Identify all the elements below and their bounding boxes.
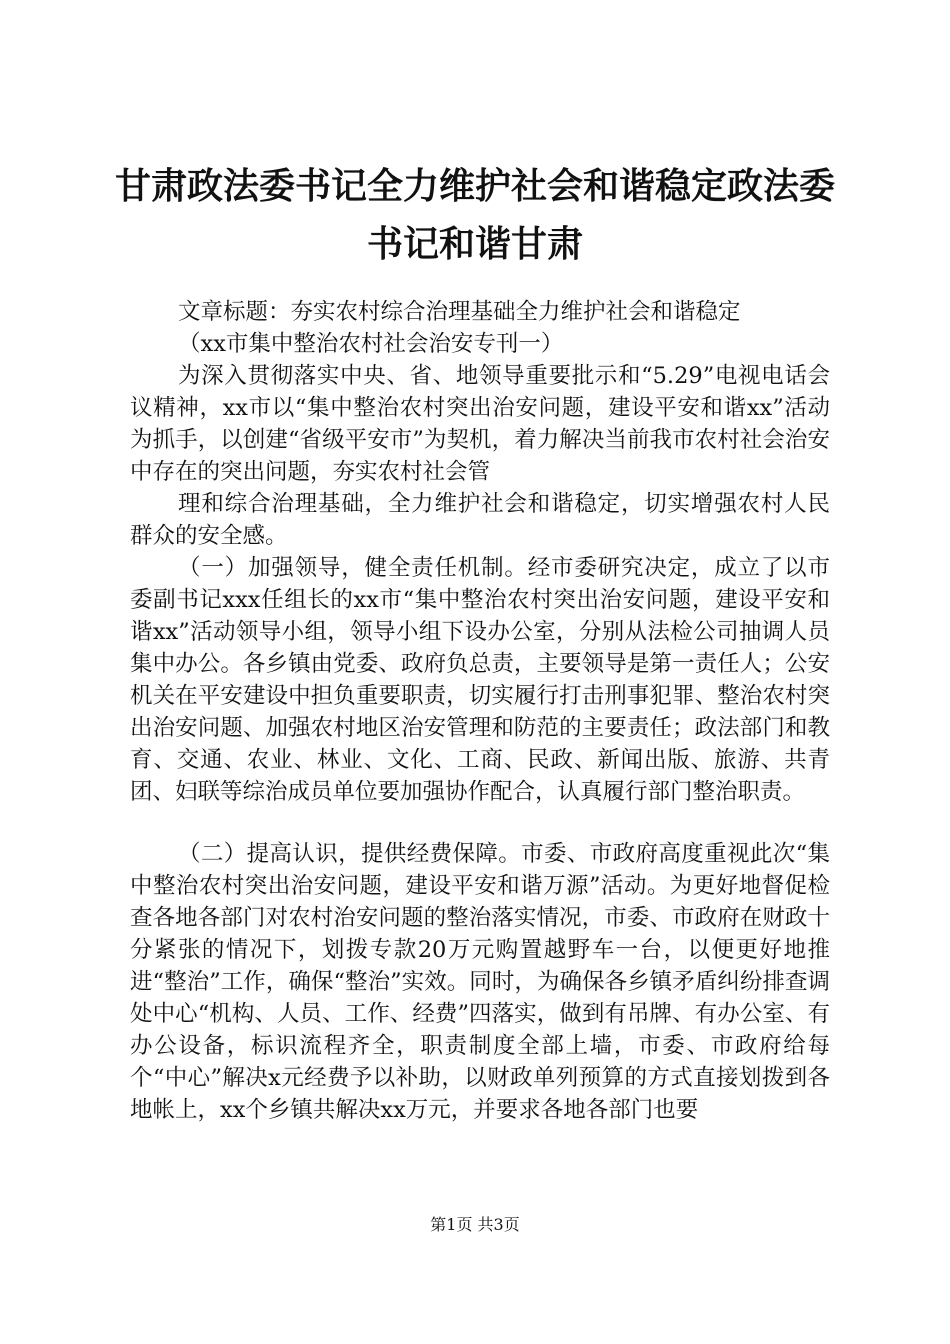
- page-number-footer: 第1页 共3页: [430, 1215, 520, 1234]
- document-body: [130, 296, 830, 1126]
- body-paragraph-section-2: （二）提高认识，提供经费保障。市委、市政府高度重视此次“集中整治农村突出治安问题，建设平安和谐万源”活动。为更好地督促检查各地各部门对农村治安问题的整治落实情况，市委、市政府在财政十分紧张的情况下，划拨专款20万元购置越野车一台，以便更好地推进“整治”工作，确保“整治”实效。同时，为确保各乡镇矛盾纠纷排查调处中心“机构、人员、工作、经费”四落实，做到有吊牌、有办公室、有办公设备，标识流程齐全，职责制度全部上墙，市委、市政府给每个“中心”解决x元经费予以补助，以财政单列预算的方式直接划拨到各地帐上，xx个乡镇共解决xx万元，并要求各地各部门也要: [130, 841, 830, 1123]
- document-title-line-2: 书记和谐甘肃: [366, 223, 583, 265]
- article-title-paragraph: 文章标题：夯实农村综合治理基础全力维护社会和谐稳定: [178, 299, 741, 325]
- subtitle-paragraph: （xx市集中整治农村社会治安专刊一）: [178, 331, 564, 357]
- body-paragraph-intro: 为深入贯彻落实中央、省、地领导重要批示和“5.29”电视电话会议精神，xx市以“集中整治农村突出治安问题，建设平安和谐xx”活动为抓手，以创建“省级平安市”为契机，着力解决当前我市农村社会治安中存在的突出问题，夯实农村社会管: [130, 363, 830, 485]
- body-paragraph-intro-continued: 理和综合治理基础，全力维护社会和谐稳定，切实增强农村人民群众的安全感。: [130, 491, 830, 549]
- body-paragraph-section-1: （一）加强领导，健全责任机制。经市委研究决定，成立了以市委副书记xxx任组长的xx市“集中整治农村突出治安问题，建设平安和谐xx”活动领导小组，领导小组下设办公室，分别从法检公司抽调人员集中办公。各乡镇由党委、政府负总责，主要领导是第一责任人；公安机关在平安建设中担负重要职责，切实履行打击刑事犯罪、整治农村突出治安问题、加强农村地区治安管理和防范的主要责任；政法部门和教育、交通、农业、林业、文化、工商、民政、新闻出版、旅游、共青团、妇联等综治成员单位要加强协作配合，认真履行部门整治职责。: [130, 555, 830, 805]
- document-title-line-1: 甘肃政法委书记全力维护社会和谐稳定政法委: [114, 165, 835, 207]
